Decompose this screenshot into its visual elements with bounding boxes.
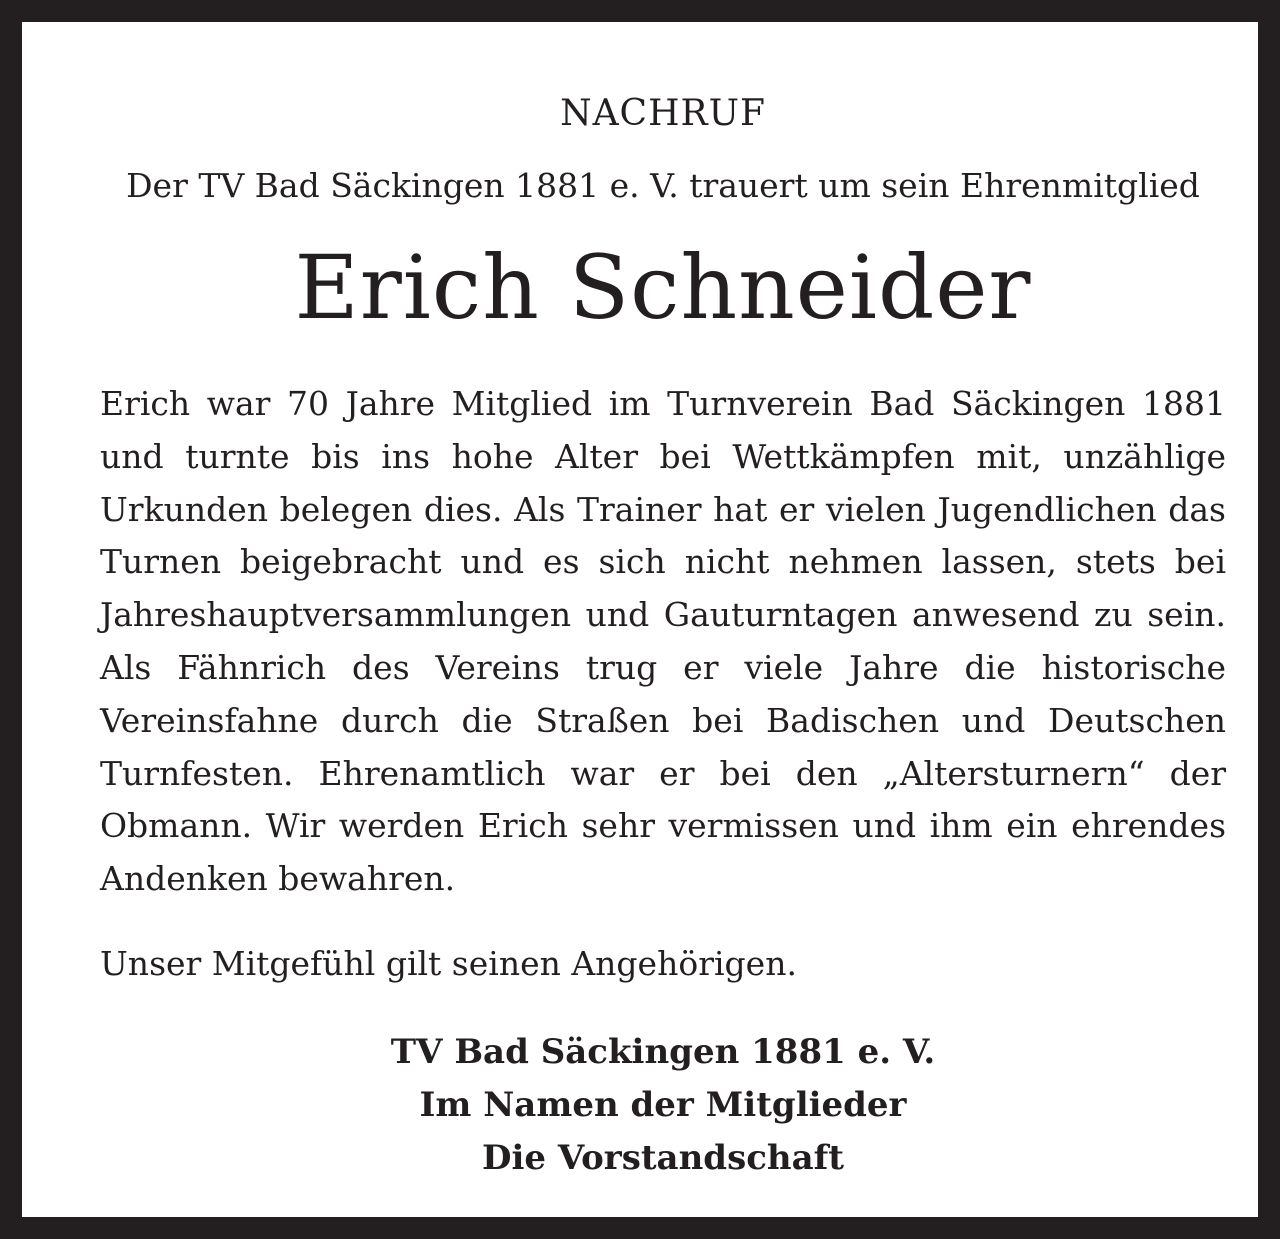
signature-club: TV Bad Säckingen 1881 e. V. [390, 1031, 936, 1072]
sympathy-line: Unser Mitgefühl gilt seinen Angehörigen. [100, 943, 797, 983]
deceased-name: Erich Schneider [294, 236, 1032, 339]
obituary-body: Erich war 70 Jahre Mitglied im Turnverein Bad Säckingen 1881 und turnte bis ins hohe Alter bei Wettkämpfen mit, unzählige Urkunden belegen dies. Als Trainer hat er vielen Jugendlichen das Turnen beigebracht und es sich nicht nehmen lassen, stets bei Jahreshauptversammlungen und Gauturntagen anwesend zu sein. Als Fähnrich des Vereins trug er viele Jahre die historische Vereinsfahne durch die Straßen bei Badischen und Deutschen Turnfesten. Ehrenamtlich war er bei den „Altersturnern“ der Obmann. Wir werden Erich sehr vermissen und ihm ein ehrendes Andenken bewahren. [100, 384, 1226, 899]
signature-block [100, 1026, 1226, 1185]
notice-kicker: NACHRUF [560, 93, 766, 134]
notice-subtitle: Der TV Bad Säckingen 1881 e. V. trauert um sein Ehrenmitglied [126, 166, 1200, 205]
signature-board: Die Vorstandschaft [481, 1137, 844, 1178]
signature-members: Im Namen der Mitglieder [419, 1084, 907, 1125]
obituary-content [100, 82, 1226, 1185]
